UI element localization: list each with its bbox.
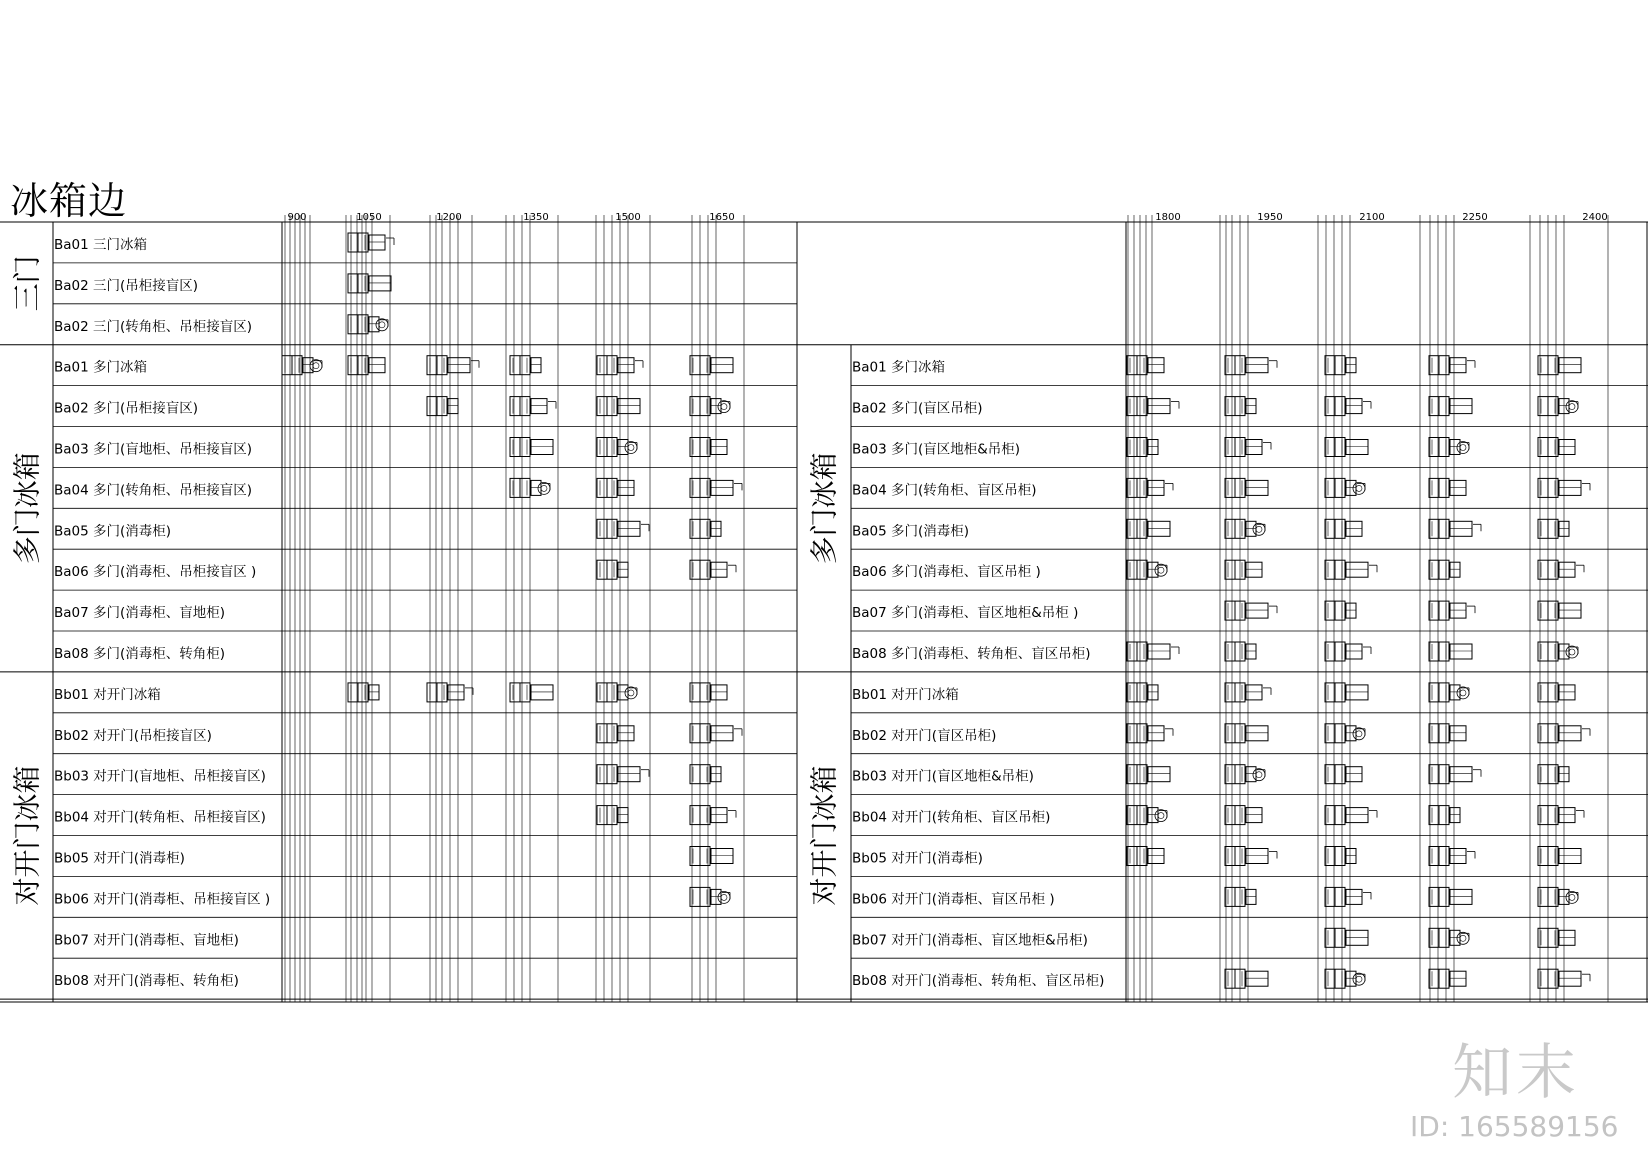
fridge-cabinet-unit (690, 683, 727, 702)
row-label: Ba02 三门(转角柜、吊柜接盲区) (54, 318, 253, 335)
column-tick-label: 1200 (436, 212, 462, 223)
group-label: 对开门冰箱 (807, 765, 841, 906)
fridge-cabinet-unit (1429, 642, 1472, 661)
fridge-cabinet-unit (510, 478, 550, 497)
fridge-cabinet-unit (597, 560, 628, 579)
row-label: Ba05 多门(消毒柜) (852, 523, 970, 540)
fridge-cabinet-unit (597, 397, 640, 416)
row-label: Ba06 多门(消毒柜、吊柜接盲区 ) (54, 564, 257, 581)
fridge-cabinet-unit (1225, 887, 1256, 906)
fridge-cabinet-unit (1225, 847, 1277, 866)
group-label: 三门 (10, 255, 44, 312)
fridge-cabinet-unit (1538, 806, 1584, 825)
fridge-cabinet-unit (510, 683, 553, 702)
fridge-cabinet-unit (1127, 560, 1167, 579)
fridge-cabinet-unit (1127, 356, 1164, 375)
row-label: Ba02 多门(吊柜接盲区) (54, 400, 199, 417)
row-label: Ba05 多门(消毒柜) (54, 523, 172, 540)
row-label: Ba07 多门(消毒柜、盲地柜) (54, 605, 226, 622)
fridge-cabinet-unit (1325, 969, 1365, 988)
fridge-cabinet-unit (1127, 438, 1158, 457)
fridge-cabinet-unit (348, 233, 394, 252)
fridge-cabinet-unit (1325, 683, 1368, 702)
row-label: Bb05 对开门(消毒柜) (54, 850, 185, 867)
row-label: Bb04 对开门(转角柜、吊柜接盲区) (54, 809, 266, 826)
column-tick-label: 900 (287, 212, 307, 223)
fridge-cabinet-unit (690, 438, 727, 457)
fridge-cabinet-unit (348, 315, 388, 334)
fridge-cabinet-unit (597, 806, 628, 825)
fridge-cabinet-unit (1325, 397, 1371, 416)
row-label: Ba01 多门冰箱 (54, 359, 148, 376)
fridge-cabinet-unit (1538, 519, 1569, 538)
column-tick-label: 1950 (1257, 212, 1283, 223)
row-label: Bb03 对开门(盲地柜、吊柜接盲区) (54, 768, 266, 785)
fridge-cabinet-unit (1225, 397, 1256, 416)
fridge-cabinet-unit (597, 724, 634, 743)
fridge-cabinet-unit (1325, 887, 1371, 906)
fridge-cabinet-unit (1429, 806, 1460, 825)
row-label: Bb05 对开门(消毒柜) (852, 850, 983, 867)
column-tick-label: 1050 (356, 212, 382, 223)
watermark-id: ID: 165589156 (1410, 1110, 1619, 1143)
fridge-cabinet-unit (1429, 560, 1460, 579)
fridge-cabinet-unit (597, 519, 649, 538)
fridge-cabinet-unit (1538, 438, 1575, 457)
watermark-logo: 知末 (1452, 1038, 1580, 1108)
row-label: Ba03 多门(盲区地柜&吊柜) (852, 441, 1021, 458)
column-tick-label: 2250 (1462, 212, 1488, 223)
fridge-cabinet-unit (1225, 601, 1277, 620)
fridge-cabinet-unit (1538, 765, 1569, 784)
fridge-cabinet-unit (1429, 847, 1475, 866)
fridge-cabinet-unit (348, 274, 391, 293)
row-label: Bb08 对开门(消毒柜、转角柜、盲区吊柜) (852, 973, 1105, 990)
fridge-cabinet-unit (690, 356, 733, 375)
fridge-cabinet-unit (1127, 397, 1179, 416)
fridge-cabinet-unit (597, 438, 637, 457)
fridge-cabinet-unit (1429, 724, 1466, 743)
fridge-cabinet-unit (1538, 928, 1575, 947)
group-label: 多门冰箱 (10, 452, 44, 565)
row-label: Ba07 多门(消毒柜、盲区地柜&吊柜 ) (852, 605, 1079, 622)
row-label: Bb02 对开门(盲区吊柜) (852, 727, 997, 744)
group-label: 对开门冰箱 (10, 765, 44, 906)
column-tick-label: 2100 (1359, 212, 1385, 223)
fridge-cabinet-unit (1325, 847, 1356, 866)
column-tick-label: 2400 (1582, 212, 1608, 223)
fridge-cabinet-unit (1325, 560, 1377, 579)
fridge-cabinet-unit (690, 806, 736, 825)
fridge-cabinet-unit (427, 397, 458, 416)
column-tick-label: 1650 (709, 212, 735, 223)
fridge-cabinet-unit (1127, 519, 1170, 538)
fridge-cabinet-unit (1429, 601, 1475, 620)
fridge-cabinet-unit (1325, 519, 1362, 538)
column-tick-label: 1500 (615, 212, 641, 223)
row-label: Ba03 多门(盲地柜、吊柜接盲区) (54, 441, 253, 458)
fridge-cabinet-unit (1225, 806, 1262, 825)
fridge-cabinet-unit (597, 683, 637, 702)
fridge-cabinet-unit (1127, 683, 1158, 702)
fridge-cabinet-unit (690, 847, 733, 866)
row-label: Ba02 多门(盲区吊柜) (852, 400, 983, 417)
fridge-cabinet-unit (348, 356, 385, 375)
fridge-cabinet-unit (1325, 765, 1362, 784)
row-label: Ba04 多门(转角柜、盲区吊柜) (852, 482, 1037, 499)
fridge-cabinet-unit (1538, 887, 1578, 906)
row-label: Bb06 对开门(消毒柜、吊柜接盲区 ) (54, 891, 271, 908)
fridge-cabinet-unit (690, 519, 721, 538)
fridge-cabinet-unit (1225, 356, 1277, 375)
fridge-cabinet-unit (1325, 356, 1356, 375)
row-label: Bb04 对开门(转角柜、盲区吊柜) (852, 809, 1051, 826)
column-tick-label: 1350 (523, 212, 549, 223)
fridge-cabinet-unit (1429, 765, 1481, 784)
row-label: Ba08 多门(消毒柜、转角柜、盲区吊柜) (852, 646, 1091, 662)
fridge-cabinet-unit (1325, 601, 1356, 620)
fridge-cabinet-unit (1325, 806, 1377, 825)
group-label: 多门冰箱 (807, 452, 841, 565)
fridge-cabinet-unit (690, 765, 721, 784)
fridge-cabinet-unit (1225, 478, 1268, 497)
fridge-cabinet-unit (1538, 356, 1581, 375)
fridge-cabinet-unit (1127, 847, 1164, 866)
fridge-cabinet-unit (1225, 969, 1268, 988)
row-label: Bb07 对开门(消毒柜、盲地柜) (54, 932, 239, 949)
row-label: Bb08 对开门(消毒柜、转角柜) (54, 973, 239, 990)
fridge-cabinet-unit (1429, 356, 1475, 375)
page-title: 冰箱边 (10, 179, 128, 223)
fridge-cabinet-unit (690, 560, 736, 579)
fridge-cabinet-unit (1325, 438, 1368, 457)
fridge-cabinet-unit (1429, 519, 1481, 538)
fridge-cabinet-unit (1538, 601, 1581, 620)
row-label: Ba06 多门(消毒柜、盲区吊柜 ) (852, 564, 1041, 581)
fridge-cabinet-unit (1127, 765, 1170, 784)
fridge-cabinet-unit (1225, 560, 1262, 579)
fridge-cabinet-unit (1225, 724, 1268, 743)
fridge-cabinet-unit (1225, 519, 1265, 538)
fridge-cabinet-unit (1429, 969, 1466, 988)
fridge-cabinet-unit (510, 356, 541, 375)
fridge-cabinet-unit (1325, 642, 1371, 661)
row-label: Ba02 三门(吊柜接盲区) (54, 277, 199, 294)
fridge-cabinet-unit (597, 478, 634, 497)
fridge-cabinet-unit (348, 683, 379, 702)
fridge-cabinet-unit (1429, 683, 1469, 702)
fridge-cabinet-unit (1127, 642, 1179, 661)
fridge-cabinet-unit (690, 397, 730, 416)
fridge-cabinet-unit (1429, 928, 1469, 947)
fridge-cabinet-unit (1538, 397, 1578, 416)
fridge-cabinet-unit (1429, 478, 1466, 497)
fridge-cabinet-unit (1325, 928, 1368, 947)
fridge-cabinet-unit (1325, 478, 1365, 497)
fridge-cabinet-unit (690, 887, 730, 906)
row-label: Ba08 多门(消毒柜、转角柜) (54, 646, 226, 662)
row-label: Bb06 对开门(消毒柜、盲区吊柜 ) (852, 891, 1055, 908)
row-label: Bb07 对开门(消毒柜、盲区地柜&吊柜) (852, 932, 1088, 949)
fridge-cabinet-unit (597, 765, 649, 784)
row-label: Ba01 多门冰箱 (852, 359, 946, 376)
fridge-cabinet-unit (282, 356, 322, 375)
fridge-cabinet-unit (1538, 683, 1575, 702)
fridge-cabinet-unit (1429, 438, 1469, 457)
fridge-cabinet-unit (427, 356, 479, 375)
fridge-cabinet-unit (1225, 765, 1265, 784)
row-label: Bb01 对开门冰箱 (54, 686, 161, 703)
fridge-cabinet-unit (1429, 397, 1472, 416)
fridge-cabinet-unit (1429, 887, 1472, 906)
fridge-cabinet-unit (1538, 560, 1584, 579)
fridge-cabinet-unit (1225, 642, 1256, 661)
row-label: Ba01 三门冰箱 (54, 237, 148, 253)
row-label: Bb03 对开门(盲区地柜&吊柜) (852, 768, 1034, 785)
fridge-cabinet-unit (1325, 724, 1365, 743)
fridge-cabinet-unit (510, 397, 556, 416)
column-tick-label: 1800 (1155, 212, 1181, 223)
row-label: Bb01 对开门冰箱 (852, 686, 959, 703)
row-label: Ba04 多门(转角柜、吊柜接盲区) (54, 482, 253, 499)
row-label: Bb02 对开门(吊柜接盲区) (54, 727, 212, 744)
fridge-cabinet-unit (1127, 806, 1167, 825)
fridge-cabinet-unit (1538, 642, 1578, 661)
fridge-cabinet-unit (510, 438, 553, 457)
fridge-cabinet-unit (1538, 847, 1581, 866)
